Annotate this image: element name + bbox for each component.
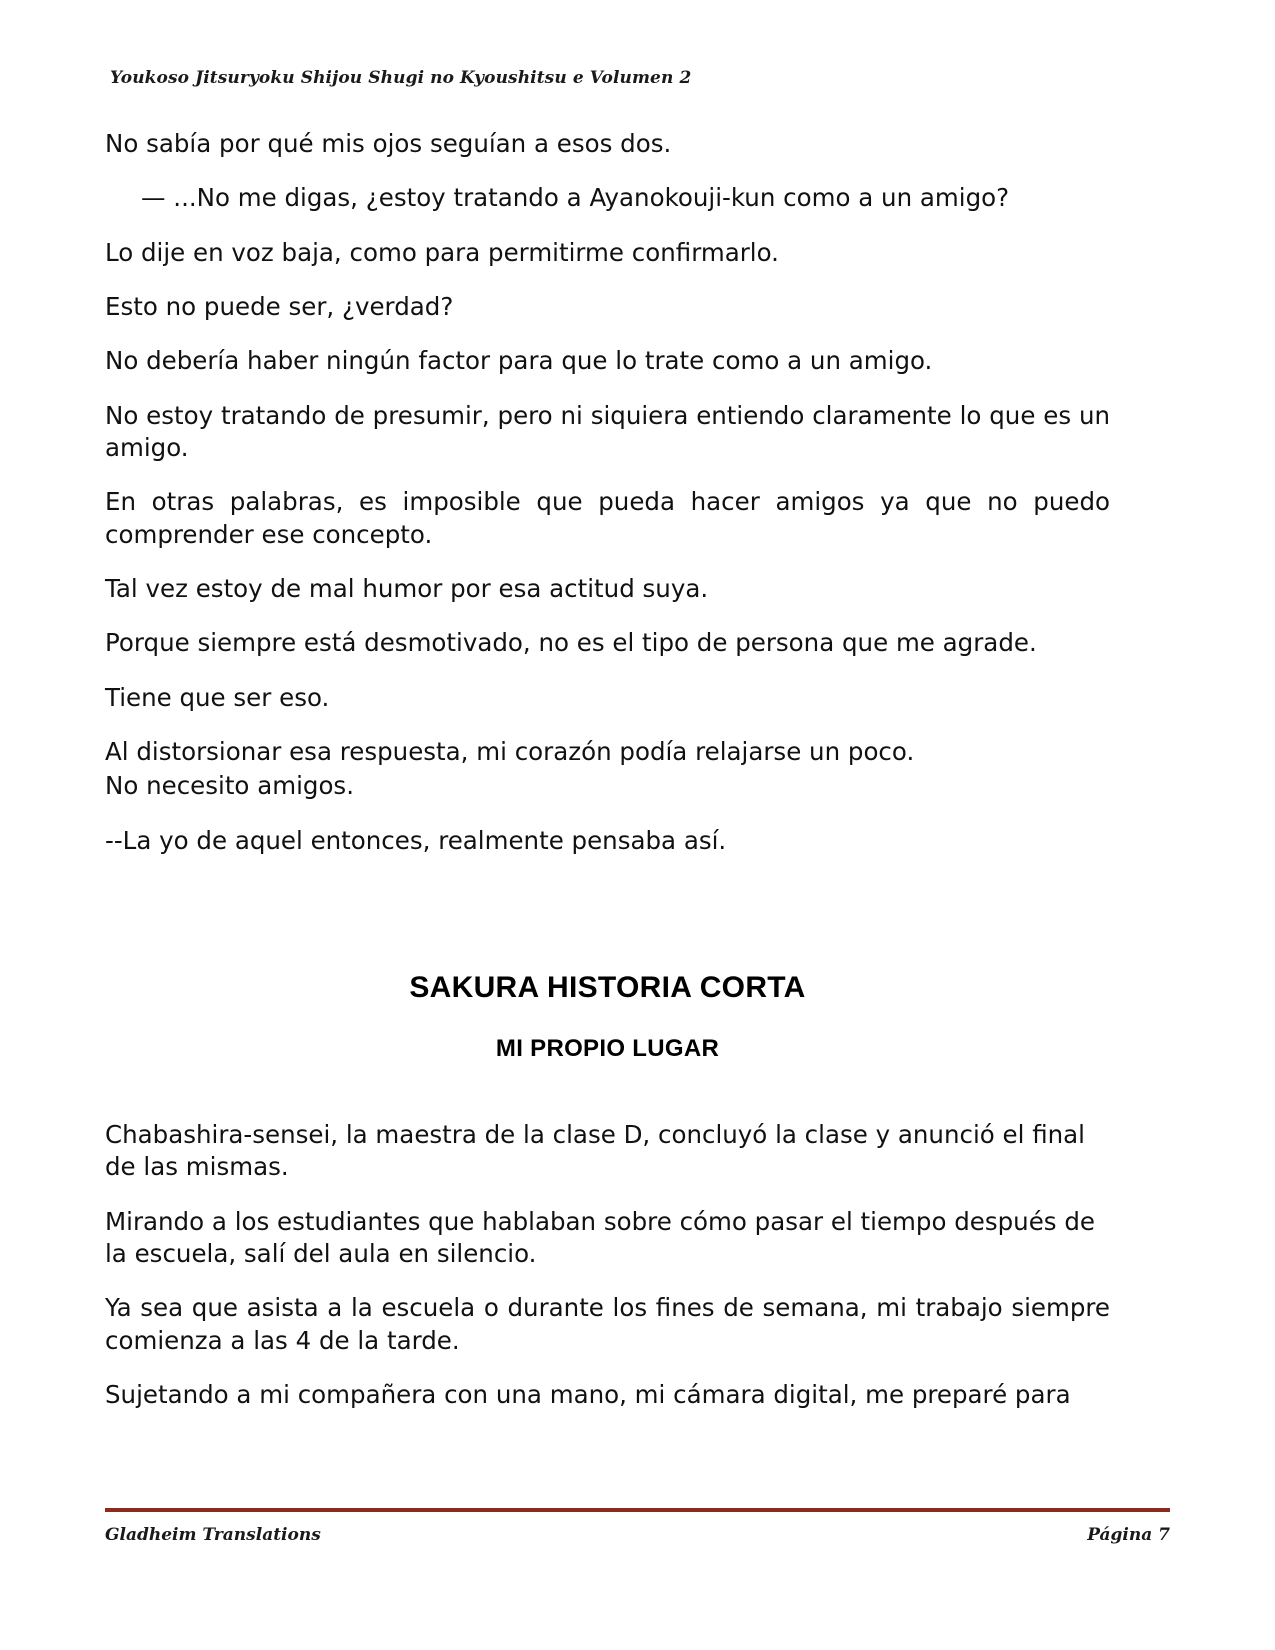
page-header [110,68,1165,88]
paragraph: Tal vez estoy de mal humor por esa actitud suya. [105,573,709,603]
header-title: Youkoso Jitsuryoku Shijou Shugi no Kyoushitsu e Volumen 2 [110,68,692,88]
paragraph: Sujetando a mi compañera con una mano, mi cámara digital, me preparé para [105,1379,1071,1409]
paragraph: Tiene que ser eso. [105,682,330,712]
paragraph: No debería haber ningún factor para que lo trate como a un amigo. [105,346,933,376]
paragraph: En otras palabras, es imposible que pueda hacer amigos ya que no puedo comprender ese concepto. [105,487,1110,549]
paragraph: No necesito amigos. [105,771,354,801]
footer-translator-credit: Gladheim Translations [105,1525,321,1545]
section-spacer [105,879,1110,971]
paragraph: No sabía por qué mis ojos seguían a esos dos. [105,129,672,158]
paragraph: Mirando a los estudiantes que hablaban sobre cómo pasar el tiempo después de la escuela, salí del aula en silencio. [105,1206,1095,1268]
footer-divider [105,1508,1170,1512]
paragraph: No estoy tratando de presumir, pero ni siquiera entiendo claramente lo que es un amigo. [105,400,1110,462]
paragraph: Ya sea que asista a la escuela o durante los fines de semana, mi trabajo siempre comienza a las 4 de la tarde. [105,1293,1110,1355]
section-subtitle: MI PROPIO LUGAR [495,1034,720,1062]
dialogue-line: — ...No me digas, ¿estoy tratando a Ayanokouji-kun como a un amigo? [141,183,1010,213]
page-footer [105,1525,1170,1545]
paragraph: Chabashira-sensei, la maestra de la clase D, concluyó la clase y anunció el final de las mismas. [105,1119,1085,1182]
page-number: Página 7 [1087,1525,1170,1545]
section-title: SAKURA HISTORIA CORTA [409,970,806,1004]
page-content [105,128,1110,1433]
paragraph: Esto no puede ser, ¿verdad? [105,291,454,321]
paragraph: Al distorsionar esa respuesta, mi corazón podía relajarse un poco. [105,736,915,766]
paragraph: Porque siempre está desmotivado, no es el tipo de persona que me agrade. [105,628,1037,658]
paragraph: Lo dije en voz baja, como para permitirme confirmarlo. [105,237,779,267]
paragraph: --La yo de aquel entonces, realmente pensaba así. [105,825,727,855]
